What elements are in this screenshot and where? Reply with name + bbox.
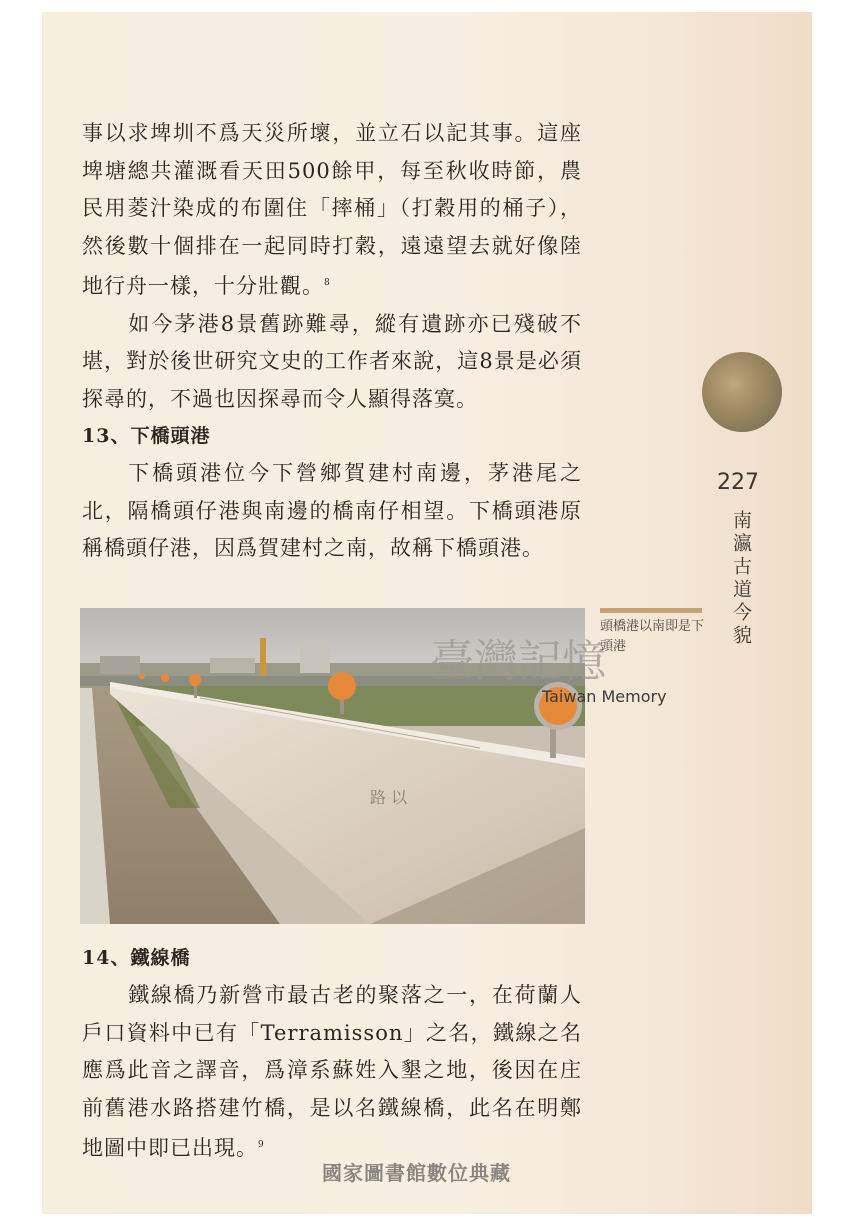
paragraph-tiexian-bridge: 鐵線橋乃新營市最古老的聚落之一，在荷蘭人戶口資料中已有「Terramisson」之名，鐵線之名應爲此音之譯音，爲漳系蘇姓入墾之地，後因在庄前舊港水路搭建竹橋，是以名鐵線橋，此名在明鄭地圖中即已出現。$^9$ (82, 983, 582, 1160)
paragraph-continued: 事以求埤圳不爲天災所壞，並立石以記其事。這座埤塘總共灌溉看天田500餘甲，每至秋收時節，農民用菱汁染成的布圍住「摔桶」（打穀用的桶子），然後數十個排在一起同時打穀，遠遠望去就好像陸地行舟一樣，十分壯觀。$^8$ (82, 121, 582, 298)
book-title-vertical: 南瀛古道今貌 (730, 510, 752, 648)
page-number: 227 (717, 470, 759, 495)
paragraph-xia-qiaotou: 下橋頭港位今下營鄉賀建村南邊，茅港尾之北，隔橋頭仔港與南邊的橋南仔相望。下橋頭港原稱橋頭仔港，因爲賀建村之南，故稱下橋頭港。 (82, 461, 582, 560)
library-watermark: 國家圖書館數位典藏 (322, 1161, 511, 1185)
footnote-ref: 9 (258, 1140, 265, 1150)
footnote-ref: 8 (324, 278, 331, 288)
section-heading-13: 13、下橋頭港 (82, 425, 211, 447)
taiwan-memory-logo (422, 616, 682, 712)
section-heading-14: 14、鐵線橋 (82, 947, 191, 969)
paragraph-eight-scenes: 如今茅港8景舊跡難尋，縱有遺跡亦已殘破不堪，對於後世研究文史的工作者來說，這8景是必須探尋的，不過也因探尋而令人顯得落寞。 (82, 311, 582, 411)
logo-text-en: Taiwan Memory (542, 687, 667, 706)
logo-text-cn: 臺灣記憶 (430, 636, 606, 687)
text-block-bottom (82, 940, 582, 1168)
book-page (42, 12, 812, 1214)
section-thumbnail-image (702, 352, 782, 432)
svg-text:路 以: 路 以 (370, 788, 408, 807)
text-block-top (82, 115, 582, 568)
photo-caption: 頭橋港以南即是下頭港 (600, 619, 705, 654)
caption-rule (600, 608, 702, 613)
